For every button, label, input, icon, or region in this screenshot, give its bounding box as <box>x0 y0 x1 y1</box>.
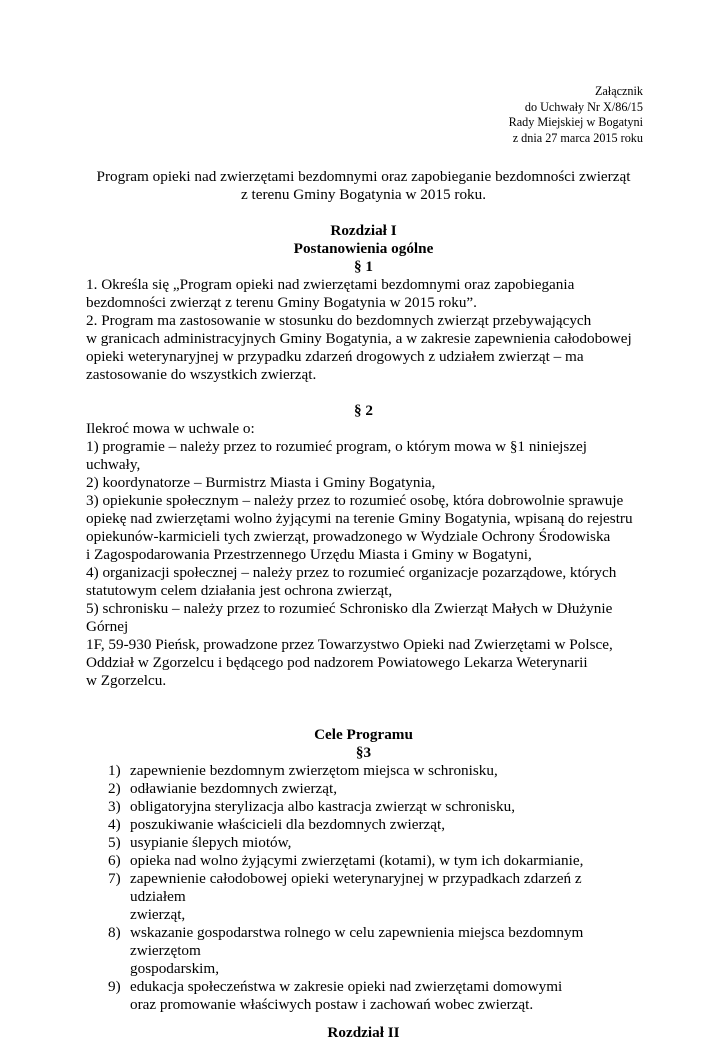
text-line: statutowym celem działania jest ochrona zwierząt, <box>86 582 393 600</box>
list-text: oraz promowanie właściwych postaw i zachowań wobec zwierząt. <box>130 996 534 1014</box>
list-text: zapewnienie całodobowej opieki weterynaryjnej w przypadkach zdarzeń z udziałem <box>130 870 582 906</box>
text-line: 2. Program ma zastosowanie w stosunku do bezdomnych zwierząt przebywających <box>86 312 592 330</box>
list-item <box>86 852 641 870</box>
list-item <box>86 816 641 834</box>
list-item <box>86 780 641 798</box>
text-line: zastosowanie do wszystkich zwierząt. <box>86 366 317 384</box>
list-number: 6) <box>108 852 121 870</box>
list-text: edukacja społeczeństwa w zakresie opieki nad zwierzętami domowymi <box>130 978 563 996</box>
chapter-heading: Rozdział II <box>327 1024 400 1042</box>
list-text: odławianie bezdomnych zwierząt, <box>130 780 338 798</box>
text-line: Ilekroć mowa w uchwale o: <box>86 420 255 438</box>
list-number: 7) <box>108 870 121 888</box>
text-line: i Zagospodarowania Przestrzennego Urzędu Miasta i Gminy w Bogatyni, <box>86 546 532 564</box>
text-line: w Zgorzelcu. <box>86 672 167 690</box>
list-number: 8) <box>108 924 121 942</box>
list-item <box>86 870 641 924</box>
text-line: bezdomności zwierząt z terenu Gminy Bogatynia w 2015 roku”. <box>86 294 477 312</box>
text-line: opieki weterynaryjnej w przypadku zdarzeń drogowych z udziałem zwierząt – ma <box>86 348 584 366</box>
attachment-line: Rady Miejskiej w Bogatyni <box>508 115 643 130</box>
text-line: Oddział w Zgorzelcu i będącego pod nadzorem Powiatowego Lekarza Weterynarii <box>86 654 588 672</box>
title-line: z terenu Gminy Bogatynia w 2015 roku. <box>240 186 487 204</box>
text-line: opiekę nad zwierzętami wolno żyjącymi na terenie Gminy Bogatynia, wpisaną do rejestru <box>86 510 633 528</box>
chapter-heading: Rozdział I <box>330 222 397 240</box>
list-number: 4) <box>108 816 121 834</box>
attachment-line: z dnia 27 marca 2015 roku <box>512 130 643 145</box>
text-line: 1. Określa się „Program opieki nad zwierzętami bezdomnymi oraz zapobiegania <box>86 276 575 294</box>
text-line: uchwały, <box>86 456 141 474</box>
section-mark: § 2 <box>354 402 373 420</box>
list-number: 2) <box>108 780 121 798</box>
list-text: obligatoryjna sterylizacja albo kastracja zwierząt w schronisku, <box>130 798 516 816</box>
attachment-line: do Uchwały Nr X/86/15 <box>524 99 643 114</box>
section-body <box>86 276 641 384</box>
text-line: 4) organizacji społecznej – należy przez to rozumieć organizacje pozarządowe, których <box>86 564 617 582</box>
attachment-line: Załącznik <box>594 84 643 98</box>
text-line: 1F, 59-930 Pieńsk, prowadzone przez Towarzystwo Opieki nad Zwierzętami w Polsce, <box>86 636 613 654</box>
list-item <box>86 834 641 852</box>
list-text: gospodarskim, <box>130 960 220 978</box>
list-text: opieka nad wolno żyjącymi zwierzętami (kotami), w tym ich dokarmianie, <box>130 852 584 870</box>
list-number: 3) <box>108 798 121 816</box>
attachment-note <box>86 84 643 146</box>
goals-list <box>86 762 641 1014</box>
document-page <box>86 84 641 1042</box>
list-item <box>86 762 641 780</box>
list-text: usypianie ślepych miotów, <box>130 834 292 852</box>
text-line: 1) programie – należy przez to rozumieć program, o którym mowa w §1 niniejszej <box>86 438 588 456</box>
title-line: Program opieki nad zwierzętami bezdomnymi oraz zapobieganie bezdomności zwierząt <box>96 168 631 186</box>
list-number: 9) <box>108 978 121 996</box>
list-text: zapewnienie bezdomnym zwierzętom miejsca w schronisku, <box>130 762 498 780</box>
text-line: 2) koordynatorze – Burmistrz Miasta i Gminy Bogatynia, <box>86 474 436 492</box>
text-line: w granicach administracyjnych Gminy Bogatynia, a w zakresie zapewnienia całodobowej <box>86 330 632 348</box>
list-text: zwierząt, <box>130 906 186 924</box>
list-item <box>86 924 641 978</box>
text-line: 5) schronisku – należy przez to rozumieć Schronisko dla Zwierząt Małych w Dłużynie Górnej <box>86 600 613 636</box>
list-item <box>86 978 641 1014</box>
section-mark: §3 <box>355 744 372 762</box>
text-line: 3) opiekunie społecznym – należy przez to rozumieć osobę, która dobrowolnie sprawuje <box>86 492 624 510</box>
list-text: poszukiwanie właścicieli dla bezdomnych zwierząt, <box>130 816 446 834</box>
text-line: opiekunów-karmicieli tych zwierząt, prowadzonego w Wydziale Ochrony Środowiska <box>86 528 611 546</box>
section-mark: § 1 <box>354 258 373 276</box>
goals-heading: Cele Programu <box>314 726 413 744</box>
chapter-subheading: Postanowienia ogólne <box>293 240 434 258</box>
document-title <box>86 168 641 204</box>
section-body <box>86 420 641 690</box>
list-number: 1) <box>108 762 121 780</box>
list-item <box>86 798 641 816</box>
list-number: 5) <box>108 834 121 852</box>
list-text: wskazanie gospodarstwa rolnego w celu zapewnienia miejsca bezdomnym zwierzętom <box>130 924 584 960</box>
